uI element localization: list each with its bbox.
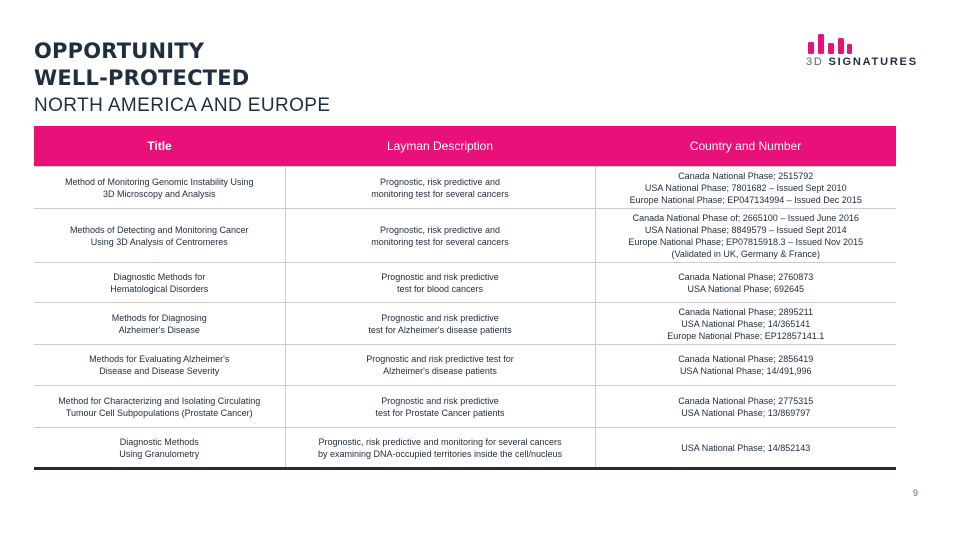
table-row bbox=[34, 386, 896, 428]
table-row bbox=[34, 209, 896, 263]
cell-line: USA National Phase; 14/491,996 bbox=[679, 366, 812, 376]
cell-line: Europe National Phase; EP12857141.1 bbox=[667, 330, 825, 341]
cell-line: USA National Phase; 8849579 – Issued Sept 2014 bbox=[644, 224, 847, 235]
table-row bbox=[34, 263, 896, 303]
cell-line: Diagnostic Methods bbox=[119, 436, 199, 447]
cell-line: 3D Microscopy and Analysis bbox=[102, 188, 216, 199]
logo-bars-icon bbox=[808, 34, 852, 54]
cell-title bbox=[34, 303, 285, 345]
cell-title bbox=[34, 345, 285, 386]
patents-table bbox=[34, 126, 896, 470]
cell-line: Canada National Phase; 2895211 bbox=[678, 306, 813, 317]
cell-line: Methods of Detecting and Monitoring Cancer bbox=[69, 224, 249, 235]
cell-line: Canada National Phase; 2760873 bbox=[678, 271, 814, 282]
cell-line: Canada National Phase; 2775315 bbox=[678, 395, 814, 406]
column-header-country: Country and Number bbox=[595, 126, 896, 167]
cell-line: USA National Phase; 14/365141 bbox=[681, 318, 811, 329]
cell-line: Prognostic, risk predictive and bbox=[379, 176, 501, 187]
cell-description bbox=[285, 167, 595, 209]
logo-text-signatures: SIGNATURES bbox=[828, 56, 918, 68]
cell-line: Alzheimer's disease patients bbox=[383, 366, 497, 376]
cell-line: monitoring test for several cancers bbox=[371, 188, 509, 199]
cell-description bbox=[285, 209, 595, 263]
table-row bbox=[34, 303, 896, 345]
cell-line: Prognostic and risk predictive test for bbox=[366, 354, 514, 364]
cell-line: test for blood cancers bbox=[396, 283, 484, 294]
table-row bbox=[34, 428, 896, 469]
cell-line: Method for Characterizing and Isolating Circulating bbox=[58, 395, 261, 406]
table-row bbox=[34, 345, 896, 386]
cell-title bbox=[34, 428, 285, 469]
cell-line: monitoring test for several cancers bbox=[371, 236, 509, 247]
cell-line: Europe National Phase; EP07815918.3 – Issued Nov 2015 bbox=[628, 236, 864, 247]
cell-country bbox=[595, 167, 896, 209]
page-title-line-2: WELL-PROTECTED bbox=[34, 66, 250, 90]
cell-line: Prognostic and risk predictive bbox=[381, 312, 499, 323]
cell-line: Disease and Disease Severity bbox=[99, 366, 220, 376]
cell-line: Using 3D Analysis of Centromeres bbox=[90, 236, 228, 247]
cell-description bbox=[285, 345, 595, 386]
page-subtitle: NORTH AMERICA AND EUROPE bbox=[34, 95, 331, 116]
cell-line: Prognostic, risk predictive and bbox=[379, 224, 501, 235]
cell-line: Hematological Disorders bbox=[110, 283, 209, 294]
cell-description bbox=[285, 428, 595, 469]
cell-line: Prognostic and risk predictive bbox=[381, 395, 499, 406]
cell-line: USA National Phase; 14/852143 bbox=[681, 442, 811, 453]
cell-line: Canada National Phase of; 2665100 – Issued June 2016 bbox=[632, 212, 859, 223]
cell-description bbox=[285, 303, 595, 345]
cell-line: Europe National Phase; EP047134994 – Issued Dec 2015 bbox=[629, 194, 862, 205]
cell-title bbox=[34, 209, 285, 263]
table-row bbox=[34, 167, 896, 209]
cell-line: test for Prostate Cancer patients bbox=[375, 407, 505, 418]
cell-country bbox=[595, 386, 896, 428]
cell-description bbox=[285, 386, 595, 428]
logo-wordmark bbox=[806, 56, 918, 68]
cell-line: Methods for Diagnosing bbox=[111, 312, 207, 323]
cell-line: Prognostic, risk predictive and monitoring for several cancers bbox=[318, 436, 562, 447]
cell-line: (Validated in UK, Germany & France) bbox=[671, 248, 820, 259]
cell-line: Canada National Phase; 2856419 bbox=[678, 354, 814, 364]
cell-country bbox=[595, 428, 896, 469]
cell-line: USA National Phase; 13/869797 bbox=[681, 407, 811, 418]
company-logo bbox=[806, 34, 926, 70]
cell-title bbox=[34, 263, 285, 303]
cell-line: Tumour Cell Subpopulations (Prostate Cancer) bbox=[65, 407, 253, 418]
cell-line: Prognostic and risk predictive bbox=[381, 271, 499, 282]
cell-description bbox=[285, 263, 595, 303]
cell-line: Diagnostic Methods for bbox=[113, 271, 206, 282]
cell-title bbox=[34, 167, 285, 209]
cell-country bbox=[595, 263, 896, 303]
cell-line: USA National Phase; 692645 bbox=[687, 283, 805, 294]
cell-title bbox=[34, 386, 285, 428]
column-header-title: Title bbox=[34, 126, 285, 167]
table-header-row bbox=[34, 126, 896, 167]
page-title-line-1: OPPORTUNITY bbox=[34, 39, 205, 63]
logo-text-3d: 3D bbox=[806, 56, 824, 68]
cell-line: Alzheimer's Disease bbox=[118, 324, 200, 335]
cell-line: test for Alzheimer's disease patients bbox=[368, 324, 512, 335]
cell-line: Methods for Evaluating Alzheimer's bbox=[89, 354, 230, 364]
cell-line: by examining DNA-occupied territories inside the cell/nucleus bbox=[317, 448, 563, 459]
page-number: 9 bbox=[913, 488, 919, 498]
cell-line: Canada National Phase; 2515792 bbox=[678, 170, 814, 181]
cell-line: Method of Monitoring Genomic Instability Using bbox=[64, 176, 254, 187]
cell-line: Using Granulometry bbox=[119, 448, 200, 459]
title-block bbox=[34, 38, 330, 118]
column-header-description: Layman Description bbox=[285, 126, 595, 167]
cell-country bbox=[595, 209, 896, 263]
cell-country bbox=[595, 345, 896, 386]
cell-line: USA National Phase; 7801682 – Issued Sept 2010 bbox=[644, 182, 847, 193]
cell-country bbox=[595, 303, 896, 345]
